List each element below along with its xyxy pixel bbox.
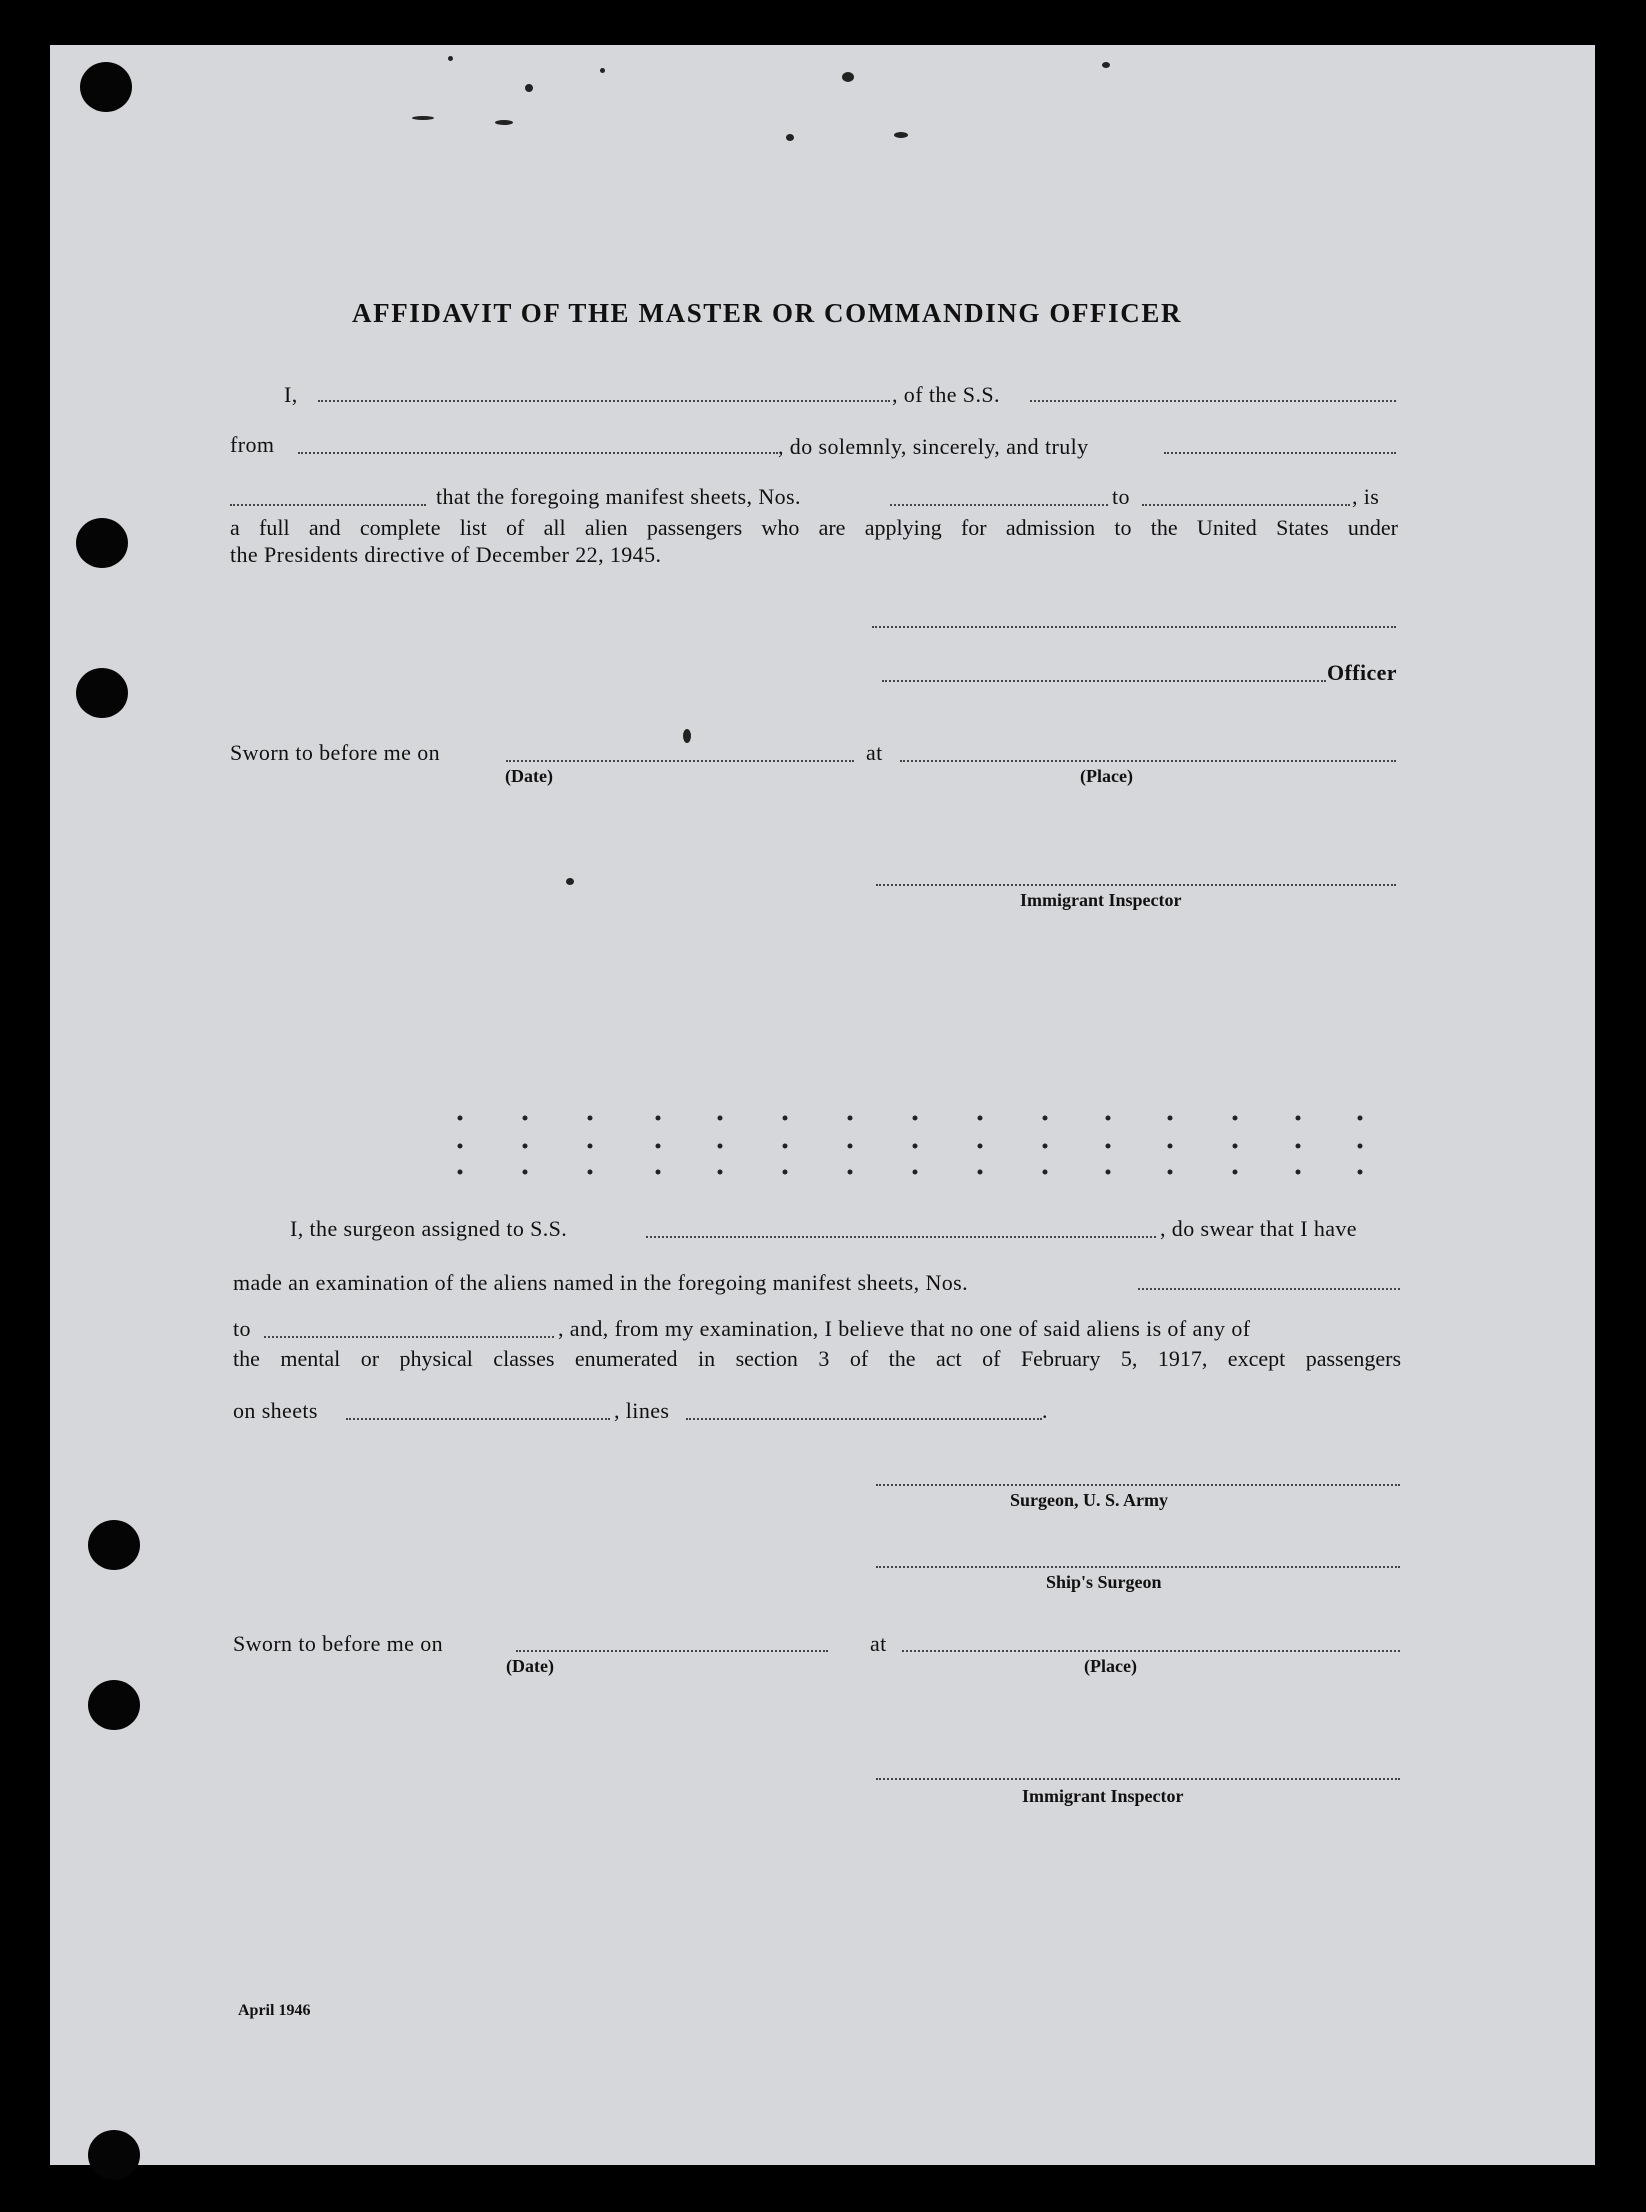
army-surgeon-signature-field[interactable] — [876, 1484, 1400, 1486]
surgeon-line3-end: , and, from my examination, I believe that no one of said aliens is of any of — [558, 1316, 1251, 1341]
ship-surgeon-signature-field[interactable] — [876, 1566, 1400, 1568]
ink-speck — [786, 134, 794, 141]
officer-title-field[interactable] — [882, 680, 1326, 682]
master-line2-mid: , do solemnly, sincerely, and truly — [778, 434, 1089, 459]
punch-hole — [80, 62, 132, 112]
sheet-to-field[interactable] — [1142, 504, 1350, 506]
ink-speck — [448, 56, 453, 61]
surgeon-line1-end: , do swear that I have — [1160, 1216, 1357, 1241]
ink-speck — [600, 68, 605, 73]
master-inspector-signature-field[interactable] — [876, 884, 1396, 886]
master-line3-end: , is — [1352, 484, 1380, 509]
surgeon-sworn-date-field[interactable] — [516, 1650, 828, 1652]
surgeon-sheets-field[interactable] — [346, 1418, 610, 1420]
master-line1-mid: , of the S.S. — [892, 382, 1000, 407]
master-sworn-text: Sworn to before me on — [230, 740, 441, 765]
departure-port-field[interactable] — [298, 452, 778, 454]
master-line2-start: from — [230, 432, 275, 457]
document-page — [50, 45, 1595, 2165]
ship-name-field[interactable] — [1030, 400, 1396, 402]
surgeon-sheet-from-field[interactable] — [1138, 1288, 1400, 1290]
sheet-from-field[interactable] — [890, 504, 1108, 506]
surgeon-sheet-to-field[interactable] — [264, 1336, 554, 1338]
ink-speck — [525, 84, 533, 92]
surgeon-line2: made an examination of the aliens named in the foregoing manifest sheets, Nos. — [233, 1270, 968, 1295]
master-line4: a full and complete list of all alien passengers who are applying for admission to the United States under — [230, 515, 1398, 540]
ink-speck — [683, 729, 691, 743]
surgeon-line5-end: . — [1042, 1398, 1048, 1423]
ship-surgeon-label: Ship's Surgeon — [1046, 1572, 1162, 1592]
oath-declaration-field[interactable] — [230, 504, 426, 506]
punch-hole — [88, 1680, 140, 1730]
surgeon-ship-field[interactable] — [646, 1236, 1156, 1238]
master-line3-mid: that the foregoing manifest sheets, Nos. — [436, 484, 801, 509]
punch-hole — [76, 668, 128, 718]
ink-speck — [894, 132, 908, 138]
surgeon-line1-start: I, the surgeon assigned to S.S. — [290, 1216, 568, 1241]
surgeon-lines-field[interactable] — [686, 1418, 1042, 1420]
master-inspector-label: Immigrant Inspector — [1020, 890, 1182, 910]
punch-hole — [76, 518, 128, 568]
master-sworn-place-field[interactable] — [900, 760, 1396, 762]
master-at-text: at — [866, 740, 883, 765]
army-surgeon-label: Surgeon, U. S. Army — [1010, 1490, 1169, 1510]
officer-label: Officer — [1327, 660, 1397, 685]
ink-speck — [495, 120, 513, 125]
surgeon-line5-mid: , lines — [614, 1398, 670, 1423]
surgeon-sworn-place-field[interactable] — [902, 1650, 1400, 1652]
ink-speck — [566, 878, 574, 885]
surgeon-place-label: (Place) — [1084, 1656, 1137, 1676]
surgeon-line3-start: to — [233, 1316, 251, 1341]
master-place-label: (Place) — [1080, 766, 1133, 786]
ink-speck — [412, 116, 434, 120]
perforation-dots — [440, 1108, 1380, 1178]
ink-speck — [842, 72, 854, 82]
form-title: AFFIDAVIT OF THE MASTER OR COMMANDING OFFICER — [352, 298, 1183, 328]
surgeon-inspector-signature-field[interactable] — [876, 1778, 1400, 1780]
master-name-field[interactable] — [318, 400, 890, 402]
punch-hole — [88, 1520, 140, 1570]
oath-word-field[interactable] — [1164, 452, 1396, 454]
surgeon-date-label: (Date) — [506, 1656, 554, 1676]
master-line1-start: I, — [284, 382, 298, 407]
surgeon-line5-start: on sheets — [233, 1398, 318, 1423]
master-signature-field[interactable] — [872, 626, 1396, 628]
punch-hole — [88, 2130, 140, 2180]
surgeon-sworn-text: Sworn to before me on — [233, 1631, 444, 1656]
ink-speck — [1102, 62, 1110, 68]
surgeon-line4: the mental or physical classes enumerated in section 3 of the act of February 5, 1917, except passengers — [233, 1346, 1401, 1371]
form-revision-date: April 1946 — [238, 2002, 311, 2019]
master-line3-to: to — [1112, 484, 1130, 509]
master-sworn-date-field[interactable] — [506, 760, 854, 762]
surgeon-inspector-label: Immigrant Inspector — [1022, 1786, 1184, 1806]
master-date-label: (Date) — [505, 766, 553, 786]
surgeon-at-text: at — [870, 1631, 887, 1656]
master-line5: the Presidents directive of December 22, 1945. — [230, 542, 662, 567]
